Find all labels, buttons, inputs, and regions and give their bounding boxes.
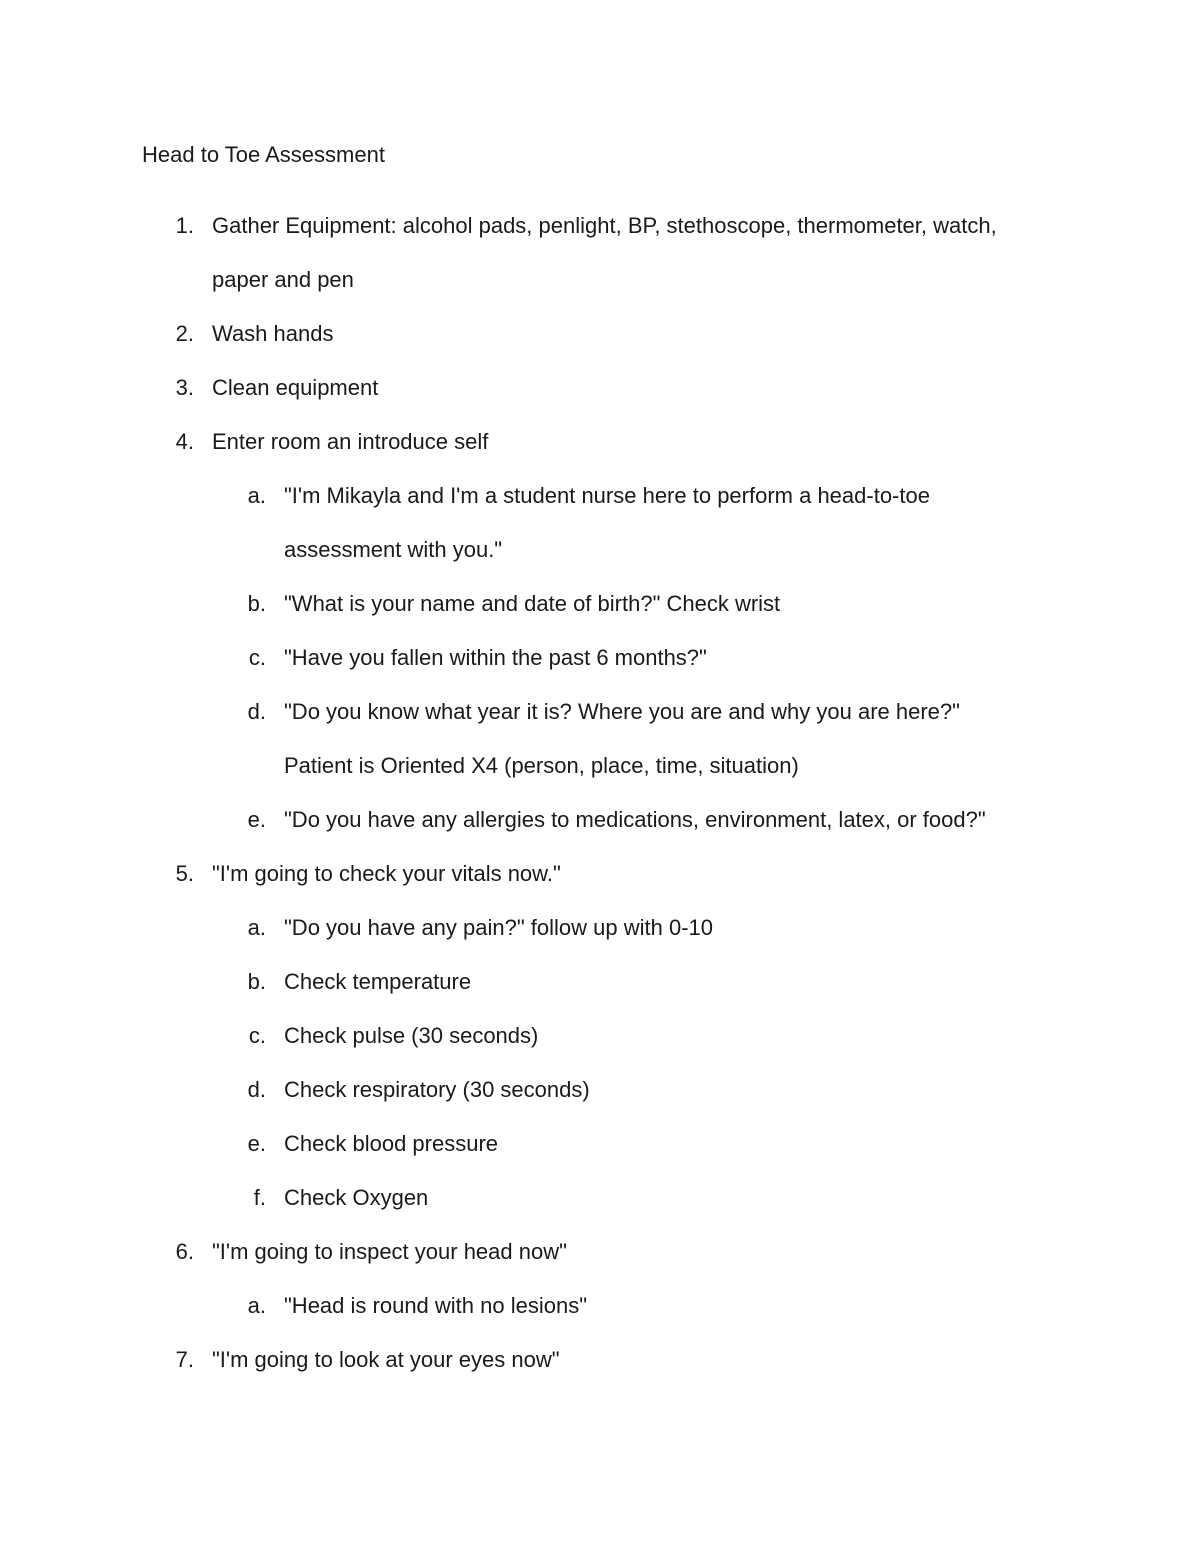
list-item-text: Enter room an introduce self	[212, 429, 489, 454]
sub-marker: a.	[247, 915, 266, 940]
sub-marker: d.	[247, 699, 266, 724]
list-marker: 6.	[175, 1239, 194, 1264]
sub-marker: c.	[248, 1023, 266, 1048]
sub-item-text: "What is your name and date of birth?" Check wrist	[284, 591, 781, 616]
list-marker: 2.	[175, 321, 194, 346]
sub-item-text: Check respiratory (30 seconds)	[284, 1077, 590, 1102]
sub-item-text: Check blood pressure	[284, 1131, 499, 1156]
sub-item-text: Patient is Oriented X4 (person, place, time, situation)	[284, 753, 799, 778]
sub-item-text: "Do you have any allergies to medications, environment, latex, or food?"	[284, 807, 986, 832]
list-item-text: Clean equipment	[212, 375, 379, 400]
sub-marker: b.	[247, 969, 266, 994]
list-marker: 5.	[175, 861, 194, 886]
sub-marker: e.	[247, 807, 266, 832]
sub-item-text: "Do you know what year it is? Where you are and why you are here?"	[284, 699, 960, 724]
sub-marker: d.	[247, 1077, 266, 1102]
sub-item-text: assessment with you."	[284, 537, 503, 562]
list-item-text: "I'm going to check your vitals now."	[212, 861, 561, 886]
sub-marker: b.	[247, 591, 266, 616]
document-title: Head to Toe Assessment	[142, 142, 385, 167]
sub-item-text: "Do you have any pain?" follow up with 0-10	[284, 915, 713, 940]
sub-item-text: "Have you fallen within the past 6 months?"	[284, 645, 707, 670]
list-marker: 7.	[175, 1347, 194, 1372]
list-item-text: Wash hands	[212, 321, 334, 346]
list-marker: 4.	[175, 429, 194, 454]
sub-item-text: Check Oxygen	[284, 1185, 429, 1210]
sub-item-text: Check pulse (30 seconds)	[284, 1023, 539, 1048]
sub-marker: a.	[247, 1293, 266, 1318]
list-item-text: "I'm going to look at your eyes now"	[212, 1347, 560, 1372]
list-marker: 1.	[175, 213, 194, 238]
sub-marker: f.	[253, 1185, 266, 1210]
list-item-text: "I'm going to inspect your head now"	[212, 1239, 567, 1264]
sub-marker: e.	[247, 1131, 266, 1156]
sub-item-text: "Head is round with no lesions"	[284, 1293, 588, 1318]
sub-marker: c.	[248, 645, 266, 670]
sub-item-text: "I'm Mikayla and I'm a student nurse here to perform a head-to-toe	[284, 483, 930, 508]
list-item-text: paper and pen	[212, 267, 354, 292]
sub-marker: a.	[247, 483, 266, 508]
sub-item-text: Check temperature	[284, 969, 472, 994]
list-marker: 3.	[175, 375, 194, 400]
list-item-text: Gather Equipment: alcohol pads, penlight, BP, stethoscope, thermometer, watch,	[212, 213, 997, 238]
